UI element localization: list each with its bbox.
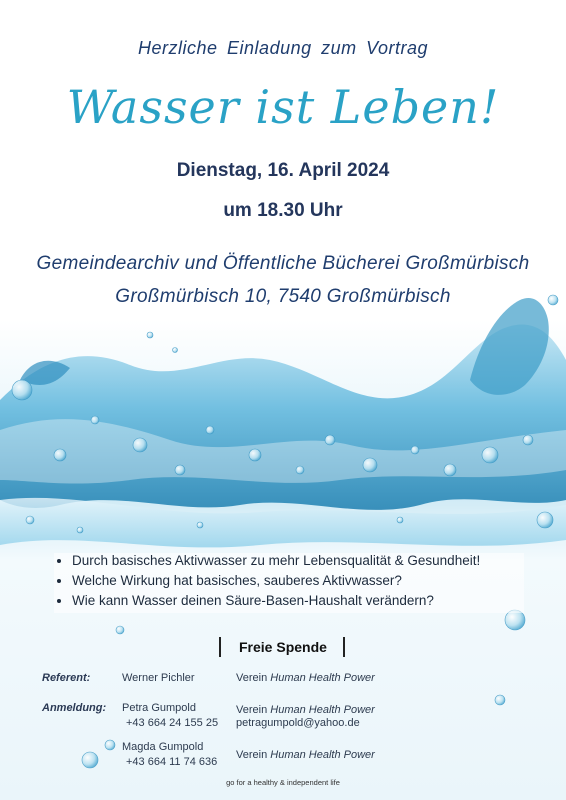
contact-name: Petra Gumpold xyxy=(122,702,196,714)
slogan: go for a healthy & independent life xyxy=(226,778,340,787)
contact-phone: +43 664 11 74 636 xyxy=(126,756,218,768)
event-time: um 18.30 Uhr xyxy=(223,200,343,221)
topic-item: • Durch basisches Aktivwasser zu mehr Lebensqualität & Gesundheit! xyxy=(72,553,524,568)
registration-label: Anmeldung: xyxy=(42,702,107,714)
donation-label: Freie Spende xyxy=(239,639,327,655)
contact-phone: +43 664 24 155 25 xyxy=(126,717,219,729)
speaker-organization: Verein Human Health Power xyxy=(236,672,375,684)
speaker-name: Werner Pichler xyxy=(122,672,195,684)
contact-organization: Verein Human Health Power xyxy=(236,704,375,716)
event-date: Dienstag, 16. April 2024 xyxy=(176,160,390,181)
event-title: Wasser ist Leben! xyxy=(66,80,500,134)
speaker-label: Referent: xyxy=(42,672,91,684)
contact-name: Magda Gumpold xyxy=(122,741,204,753)
invitation-heading: Herzliche Einladung zum Vortrag xyxy=(138,38,428,58)
topic-list xyxy=(54,553,524,613)
topic-item: • Wie kann Wasser deinen Säure-Basen-Haushalt verändern? xyxy=(72,593,524,608)
event-address: Großmürbisch 10, 7540 Großmürbisch xyxy=(115,286,451,307)
divider xyxy=(343,637,345,657)
event-venue: Gemeindearchiv und Öffentliche Bücherei Großmürbisch xyxy=(36,253,530,274)
contact-email-link[interactable]: petragumpold@yahoo.de xyxy=(236,717,360,729)
topic-item: • Welche Wirkung hat basisches, sauberes Aktivwasser? xyxy=(72,573,524,588)
contact-organization: Verein Human Health Power xyxy=(236,749,375,761)
donation-box xyxy=(219,636,345,658)
